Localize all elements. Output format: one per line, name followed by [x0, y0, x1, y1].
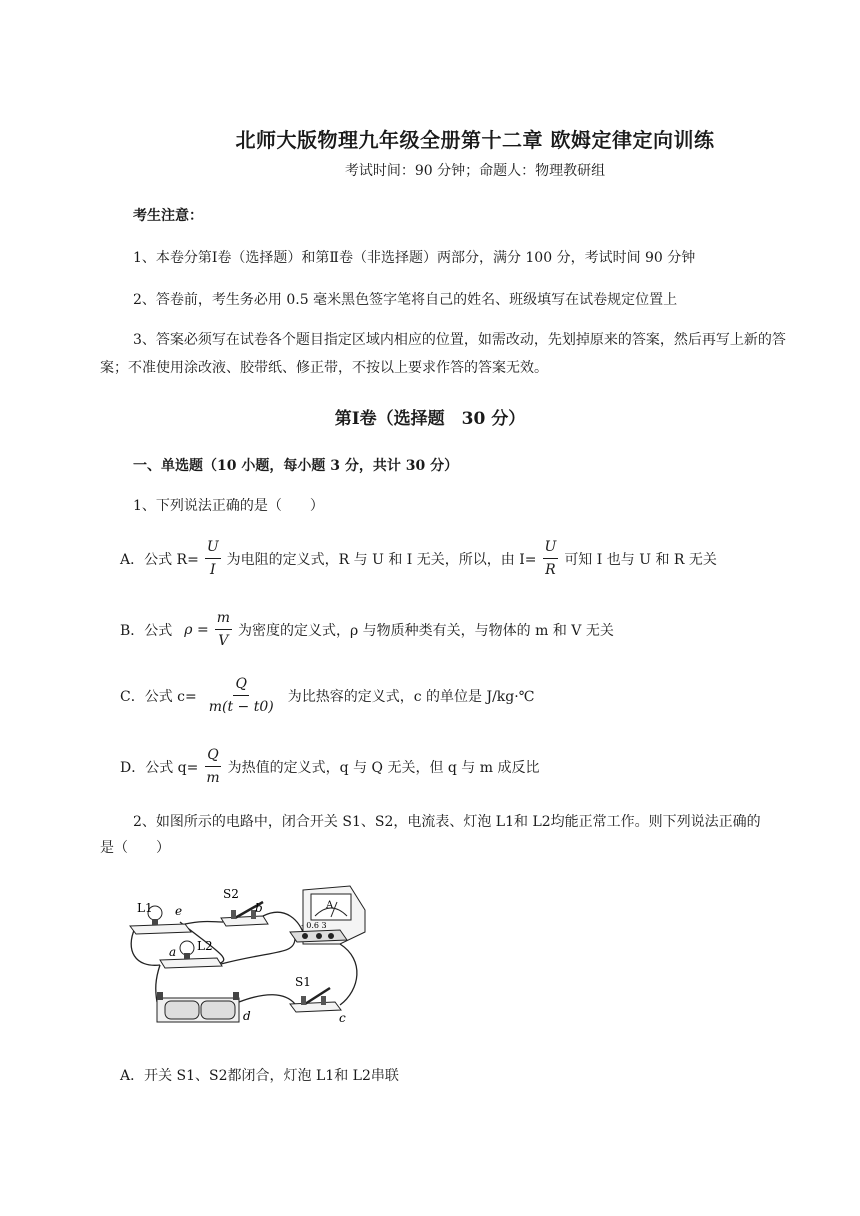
question-1-option-d	[120, 744, 539, 789]
question-1-stem: 1、下列说法正确的是（ ）	[133, 498, 324, 514]
option-a-fraction-num: U	[205, 536, 221, 559]
lamp-l1-base	[130, 924, 191, 934]
option-c-fraction-den: m(t − t0)	[208, 699, 274, 715]
switch-s2-base	[221, 916, 268, 926]
label-ammeter: A	[326, 900, 334, 911]
ammeter-terminal-neg	[302, 933, 308, 939]
label-s2: S2	[223, 887, 239, 901]
circuit-diagram	[125, 880, 385, 1030]
notice-item-1: 1、本卷分第Ⅰ卷（选择题）和第Ⅱ卷（非选择题）两部分，满分 100 分，考试时间 90 分钟	[133, 250, 696, 266]
option-a-fraction-2	[543, 536, 559, 581]
wire	[239, 995, 295, 1004]
wire	[221, 938, 295, 964]
lamp-l1-socket	[152, 919, 158, 925]
lamp-l2-socket	[184, 953, 190, 959]
switch-s2-pivot	[231, 910, 236, 919]
ammeter-terminal-06	[316, 933, 322, 939]
label-ammeter-scale: - 0.6 3	[301, 921, 327, 930]
option-d-fraction-num: Q	[205, 744, 220, 767]
label-c: c	[339, 1011, 346, 1025]
option-a-fraction-den: I	[209, 562, 216, 578]
wire	[185, 922, 223, 925]
label-d: d	[243, 1009, 251, 1023]
battery-terminal-pos	[233, 992, 239, 1000]
battery-cell-2	[201, 1001, 235, 1019]
option-b-lhs: ρ =	[184, 621, 209, 638]
option-b-fraction-num: m	[215, 607, 232, 630]
switch-s1-base	[290, 1002, 341, 1012]
option-c-fraction	[207, 673, 276, 718]
option-d-fraction-den: m	[206, 770, 220, 786]
label-e: e	[175, 904, 183, 918]
option-b-fraction	[215, 607, 232, 652]
question-1-option-a	[120, 536, 717, 581]
option-c-prefix: C．公式 c=	[120, 688, 197, 705]
notice-item-3: 3、答案必须写在试卷各个题目指定区域内相应的位置，如需改动，先划掉原来的答案，然后再写上新的答案；不准使用涂改液、胶带纸、修正带，不按以上要求作答的答案无效。	[100, 332, 786, 376]
question-2-stem-line1: 2、如图所示的电路中，闭合开关 S1、S2，电流表、灯泡 L1和 L2均能正常工作。则下列说法正确的	[133, 814, 761, 830]
label-l2: L2	[197, 939, 213, 953]
question-1-option-b	[120, 607, 614, 652]
option-a-fraction	[205, 536, 221, 581]
switch-s1-contact	[321, 996, 326, 1005]
question-2-option-a: A．开关 S1、S2都闭合，灯泡 L1和 L2串联	[120, 1068, 399, 1084]
lamp-l2-icon	[180, 941, 194, 955]
question-1-option-c	[120, 673, 534, 718]
option-a-fraction-2-num: U	[543, 536, 559, 559]
option-a-middle: 为电阻的定义式，R 与 U 和 I 无关，所以，由 I=	[226, 551, 537, 568]
page-title: 北师大版物理九年级全册第十二章 欧姆定律定向训练	[235, 128, 715, 152]
option-a-suffix: 可知 I 也与 U 和 R 无关	[564, 551, 717, 568]
option-b-fraction-den: V	[218, 633, 229, 649]
option-c-fraction-num: Q	[233, 673, 248, 696]
part-title: 一、单选题（10 小题，每小题 3 分，共计 30 分）	[133, 458, 459, 474]
option-a-fraction-2-den: R	[545, 562, 556, 578]
option-b-prefix: B．公式	[120, 622, 173, 639]
exam-subtitle: 考试时间：90 分钟；命题人：物理教研组	[344, 163, 606, 179]
notice-item-2: 2、答卷前，考生务必用 0.5 毫米黑色签字笔将自己的姓名、班级填写在试卷规定位置上	[133, 292, 678, 308]
switch-s1-pivot	[301, 996, 306, 1005]
label-a: a	[169, 945, 177, 959]
question-2-stem-line2: 是（ ）	[100, 840, 170, 856]
notice-heading: 考生注意：	[133, 208, 203, 224]
option-d-suffix: 为热值的定义式，q 与 Q 无关，但 q 与 m 成反比	[227, 759, 540, 776]
option-d-prefix: D．公式 q=	[120, 759, 199, 776]
option-d-fraction	[204, 744, 221, 789]
option-a-prefix: A．公式 R=	[120, 551, 199, 568]
battery-cell-1	[165, 1001, 199, 1019]
option-b-suffix: 为密度的定义式，ρ 与物质种类有关，与物体的 m 和 V 无关	[238, 622, 614, 639]
lamp-l2-base	[160, 958, 222, 968]
switch-s1-lever	[305, 988, 330, 1004]
ammeter-terminal-3	[328, 933, 334, 939]
section-title: 第Ⅰ卷（选择题 30 分）	[334, 409, 526, 429]
label-b: b	[255, 901, 263, 915]
label-l1: L1	[137, 901, 153, 915]
option-c-suffix: 为比热容的定义式，c 的单位是 J/kg·℃	[287, 688, 535, 705]
battery-terminal-neg	[157, 992, 163, 1000]
wire	[340, 944, 357, 1005]
label-s1: S1	[295, 975, 311, 989]
